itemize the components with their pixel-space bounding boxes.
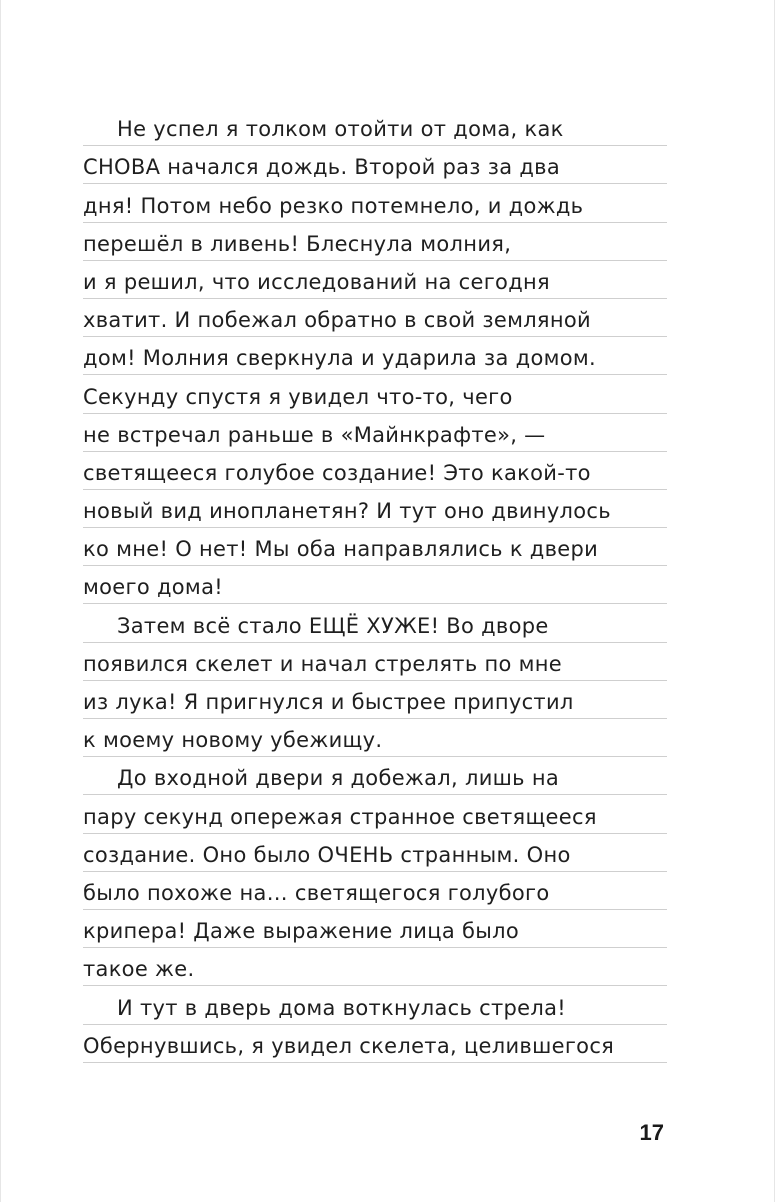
text-line	[83, 948, 667, 986]
line-text: появился скелет и начал стрелять по мне	[83, 651, 563, 676]
page-number: 17	[639, 1120, 664, 1145]
line-text: ко мне! О нет! Мы оба направлялись к двери	[83, 537, 599, 562]
line-text: Не успел я толком отойти от дома, как	[117, 117, 564, 142]
text-line	[83, 184, 667, 222]
text-line	[83, 872, 667, 910]
text-line	[83, 108, 667, 146]
line-text: не встречал раньше в «Майнкрафте», —	[83, 422, 546, 447]
line-text: дом! Молния сверкнула и ударила за домом.	[83, 346, 597, 371]
line-text: перешёл в ливень! Блеснула молния,	[83, 231, 512, 256]
line-text: к моему новому убежищу.	[83, 728, 383, 753]
line-text: Обернувшись, я увидел скелета, целившегося	[83, 1033, 615, 1058]
text-line	[83, 528, 667, 566]
text-line	[83, 452, 667, 490]
text-line	[83, 834, 667, 872]
text-line	[83, 337, 667, 375]
line-text: крипера! Даже выражение лица было	[83, 919, 519, 944]
line-text: было похоже на… светящегося голубого	[83, 880, 550, 905]
text-line	[83, 757, 667, 795]
text-line	[83, 223, 667, 261]
line-text: такое же.	[83, 957, 195, 982]
text-line	[83, 795, 667, 833]
text-line	[83, 681, 667, 719]
body-text	[83, 108, 667, 1063]
text-line	[83, 490, 667, 528]
text-line	[83, 910, 667, 948]
text-line	[83, 261, 667, 299]
line-text: пару секунд опережая странное светящееся	[83, 804, 597, 829]
text-line	[83, 986, 667, 1024]
line-text: создание. Оно было ОЧЕНЬ странным. Оно	[83, 842, 571, 867]
line-text: новый вид инопланетян? И тут оно двинулось	[83, 499, 611, 524]
line-text: дня! Потом небо резко потемнело, и дождь	[83, 193, 584, 218]
line-text: И тут в дверь дома воткнулась стрела!	[117, 995, 566, 1020]
line-text: Секунду спустя я увидел что-то, чего	[83, 384, 513, 409]
line-text: светящееся голубое создание! Это какой-то	[83, 460, 591, 485]
line-text: До входной двери я добежал, лишь на	[117, 766, 560, 791]
text-line	[83, 719, 667, 757]
line-text: Затем всё стало ЕЩЁ ХУЖЕ! Во дворе	[117, 613, 549, 638]
line-text: из лука! Я пригнулся и быстрее припустил	[83, 690, 574, 714]
text-line	[83, 1025, 667, 1063]
line-text: и я решил, что исследований на сегодня	[83, 269, 550, 294]
text-line	[83, 146, 667, 184]
text-line	[83, 604, 667, 642]
line-text: хватит. И побежал обратно в свой земляной	[83, 308, 591, 333]
line-text: моего дома!	[83, 575, 223, 600]
text-line	[83, 566, 667, 604]
text-line	[83, 414, 667, 452]
line-text: СНОВА начался дождь. Второй раз за два	[83, 155, 561, 180]
text-line	[83, 375, 667, 413]
text-line	[83, 643, 667, 681]
text-line	[83, 299, 667, 337]
